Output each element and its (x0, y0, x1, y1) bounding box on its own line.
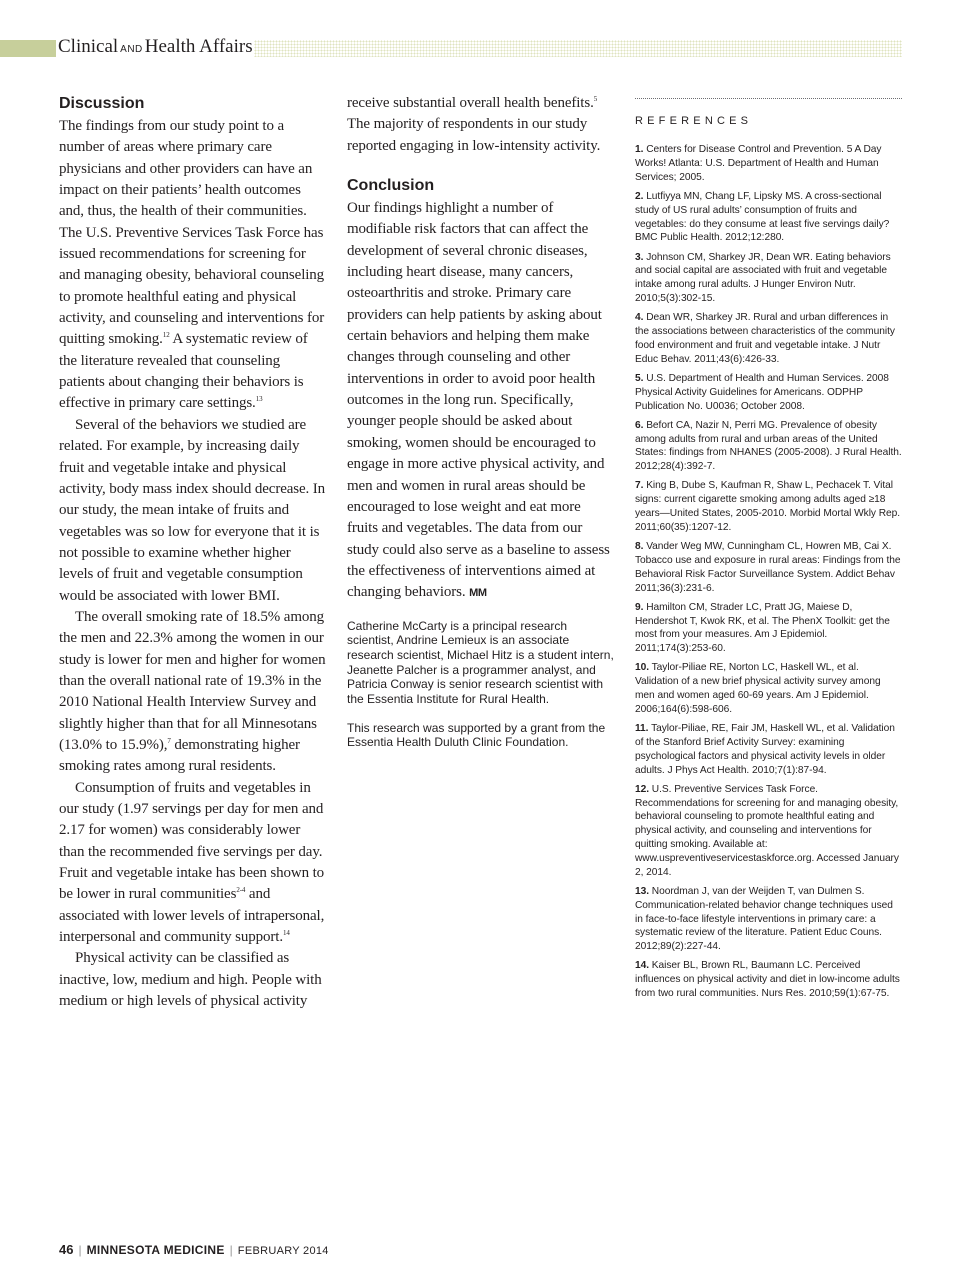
reference-number: 13. (635, 885, 650, 897)
section-title-part2: Health Affairs (144, 36, 253, 57)
citation-superscript: 13 (255, 395, 263, 404)
reference-text: Noordman J, van der Weijden T, van Dulmen S. Communication-related behavior change techniques used in face-to-face lifestyle interventions in primary care: a systematic review of the literature. Patient Educ Couns. 2012;89(2):227-44. (635, 885, 893, 953)
references-list (635, 143, 902, 1001)
conclusion-paragraph (347, 198, 615, 605)
running-header (0, 36, 902, 60)
reference-text: King B, Dube S, Kaufman R, Shaw L, Pechacek T. Vital signs: current cigarette smoking among adults aged ≥18 years—United States, 2005-2010. Morbid Mortal Wkly Rep. 2011;60(35):1207-12. (635, 480, 901, 533)
discussion-paragraph-5-continued (347, 93, 615, 157)
reference-item (635, 959, 902, 1001)
reference-item (635, 661, 902, 716)
paragraph-text: A systematic review of the literature revealed that counseling patients about changing their behaviors is effective in primary care settings. (59, 331, 308, 412)
reference-number: 4. (635, 312, 644, 324)
end-mark: MM (469, 587, 487, 600)
reference-item (635, 601, 902, 656)
discussion-paragraph-1 (59, 116, 327, 415)
paragraph-text: demonstrating higher smoking rates among rural residents. (59, 736, 300, 775)
reference-item (635, 722, 902, 777)
paragraph-text: Consumption of fruits and vegetables in our study (1.97 servings per day for men and 2.17 for women) was considerably lower than the recommended five servings per day. Fruit and vegetable intake has been shown to be lower in rural communities (59, 779, 325, 903)
citation-superscript: 2-4 (236, 886, 246, 895)
references-heading: REFERENCES (635, 115, 753, 127)
reference-number: 1. (635, 144, 644, 155)
reference-text: Hamilton CM, Strader LC, Pratt JG, Maiese D, Hendershot T, Kwok RK, et al. The PhenX Toolkit: get the most from your measures. Am J Epidemiol. 2011;174(3):253-60. (635, 601, 890, 655)
magazine-name: MINNESOTA MEDICINE (86, 1243, 225, 1257)
citation-superscript: 14 (282, 929, 290, 938)
reference-item (635, 372, 902, 414)
paragraph-text: receive substantial overall health benefits. (347, 95, 594, 111)
reference-text: Dean WR, Sharkey JR. Rural and urban differences in the associations between characteristics of the community food environment and fruit and vegetable intake. J Nutr Educ Behav. 2011;43(6):426-33. (635, 312, 895, 365)
reference-text: U.S. Preventive Services Task Force. Recommendations for screening for and managing obesity, behavioral counseling to promote healthful eating and physical activity, and counseling and interventions for quitting smoking. Available at: www.uspreventiveservicestaskforce.org. Accessed January 2, 2014. (635, 783, 899, 878)
discussion-paragraph-3 (59, 607, 327, 778)
reference-text: Centers for Disease Control and Prevention. 5 A Day Works! Atlanta: U.S. Department of Health and Human Services; 2005. (635, 144, 882, 183)
discussion-heading: Discussion (59, 95, 145, 112)
reference-number: 12. (635, 783, 650, 795)
paragraph-text: Our findings highlight a number of modifiable risk factors that can affect the development of several chronic diseases, including heart disease, many cancers, osteoarthritis and stroke. Primary care providers can help patients by asking about certain behaviors and helping them make changes through counseling and other interventions in order to avoid poor health outcomes in the long run. Specifically, younger people should be asked about smoking, women should be encouraged to engage in more active physical activity, and men and women in rural areas should be encouraged to lose weight and eat more fruits and vegetables. The data from our study could also serve as a baseline to assess the effectiveness of interventions aimed at changing behaviors. (347, 200, 610, 601)
column-1 (59, 93, 327, 1012)
citation-superscript: 5 (593, 95, 598, 103)
reference-text: Johnson CM, Sharkey JR, Dean WR. Eating behaviors and social capital are associated with fruit and vegetable intake among rural adults. J Hunger Environ Nutr. 2010;5(3):302-15. (635, 251, 891, 305)
section-title-part1: Clinical (58, 36, 119, 57)
citation-superscript: 7 (167, 736, 171, 745)
author-bio: Catherine McCarty is a principal research scientist, Andrine Lemieux is an associate research scientist, Michael Hitz is a student intern, Jeanette Palcher is a programmer analyst, and Patricia Conway is senior research scientist with the Essentia Institute for Rural Health. (347, 618, 614, 707)
citation-superscript: 12 (162, 331, 170, 340)
discussion-paragraph-5: Physical activity can be classified as inactive, low, medium and high. People with medium or high levels of physical activity (59, 950, 322, 1010)
grant-note: This research was supported by a grant from the Essentia Health Duluth Clinic Foundation. (347, 720, 606, 750)
header-dot-pattern (254, 40, 902, 57)
paragraph-text: The overall smoking rate of 18.5% among the men and 22.3% among the women in our study is lower for men and higher for women than the overall national rate of 19.3% in the 2010 National Health Interview Survey and slightly higher than that for all Minnesotans (13.0% to 15.9%), (59, 608, 326, 753)
reference-item (635, 311, 902, 366)
paragraph-text: and associated with lower levels of intrapersonal, interpersonal and community support. (59, 886, 325, 946)
reference-number: 9. (635, 601, 644, 613)
conclusion-heading: Conclusion (347, 177, 435, 195)
references-column (635, 98, 902, 1006)
header-accent-bar (0, 40, 56, 57)
reference-text: Vander Weg MW, Cunningham CL, Howren MB, Cai X. Tobacco use and exposure in rural areas: Findings from the Behavioral Risk Factor Surveillance System. Addict Behav 2011;36(3):231-6. (635, 541, 901, 594)
footer-separator: | (229, 1243, 233, 1257)
reference-item (635, 419, 902, 474)
reference-number: 5. (635, 372, 644, 384)
reference-item (635, 479, 902, 534)
references-divider (635, 98, 902, 100)
reference-number: 2. (635, 190, 644, 202)
discussion-paragraph-4 (59, 778, 327, 949)
reference-number: 3. (635, 251, 644, 263)
reference-text: Befort CA, Nazir N, Perri MG. Prevalence of obesity among adults from rural and urban areas of the United States: findings from NHANES (2005-2008). J Rural Health. 2012;28(4):392-7. (635, 419, 902, 473)
reference-number: 6. (635, 419, 644, 431)
reference-number: 11. (635, 723, 649, 735)
reference-number: 10. (635, 662, 650, 674)
column-2 (347, 93, 615, 750)
page-footer (59, 1242, 329, 1257)
reference-item (635, 190, 902, 245)
reference-item (635, 143, 902, 185)
section-title-and: AND (120, 44, 143, 55)
reference-text: Taylor-Piliae RE, Norton LC, Haskell WL, et al. Validation of a new brief physical activity survey among men and women aged 60-69 years. Am J Epidemiol. 2006;164(6):598-606. (635, 662, 881, 715)
reference-number: 14. (635, 960, 650, 972)
reference-number: 8. (635, 541, 644, 553)
footer-separator: | (78, 1243, 82, 1257)
reference-text: Taylor-Piliae, RE, Fair JM, Haskell WL, et al. Validation of the Stanford Brief Activity Survey: examining psychological factors and physical activity levels in older adults. J Phys Act Health. 2010;7(1):87-94. (635, 723, 895, 776)
page-number: 46 (59, 1242, 74, 1257)
reference-text: Kaiser BL, Brown RL, Baumann LC. Perceived influences on physical activity and diet in low-income adults from two rural communities. Nurs Res. 2010;59(1):67-75. (635, 960, 900, 1000)
paragraph-text: The findings from our study point to a number of areas where primary care physicians and other providers can have an impact on their patients’ health outcomes and, thus, the health of their communities. The U.S. Preventive Services Task Force has issued recommendations for screening for and managing obesity, behavioral counseling to promote healthful eating and physical activity, and counseling and interventions for quitting smoking. (59, 118, 325, 348)
reference-text: U.S. Department of Health and Human Services. 2008 Physical Activity Guidelines for Americans. ODPHP Publication No. U0036; October 2008. (635, 372, 889, 412)
section-title (58, 36, 253, 58)
reference-item (635, 540, 902, 595)
issue-date: FEBRUARY 2014 (237, 1245, 329, 1257)
reference-number: 7. (635, 480, 644, 492)
discussion-paragraph-2: Several of the behaviors we studied are related. For example, by increasing daily fruit and vegetable intake and physical activity, body mass index should decrease. In our study, the mean intake of fruits and vegetables was so low for everyone that it is not possible to examine whether higher levels of fruit and vegetable consumption would be associated with lower BMI. (59, 416, 326, 604)
reference-item (635, 783, 902, 880)
paragraph-text: The majority of respondents in our study reported engaging in low-intensity activity. (347, 116, 601, 154)
reference-item (635, 885, 902, 954)
reference-text: Lutfiyya MN, Chang LF, Lipsky MS. A cross-sectional study of US rural adults’ consumption of fruits and vegetables: do they consume at least five servings daily? BMC Public Health. 2012;12:280. (635, 190, 890, 244)
reference-item (635, 251, 902, 306)
